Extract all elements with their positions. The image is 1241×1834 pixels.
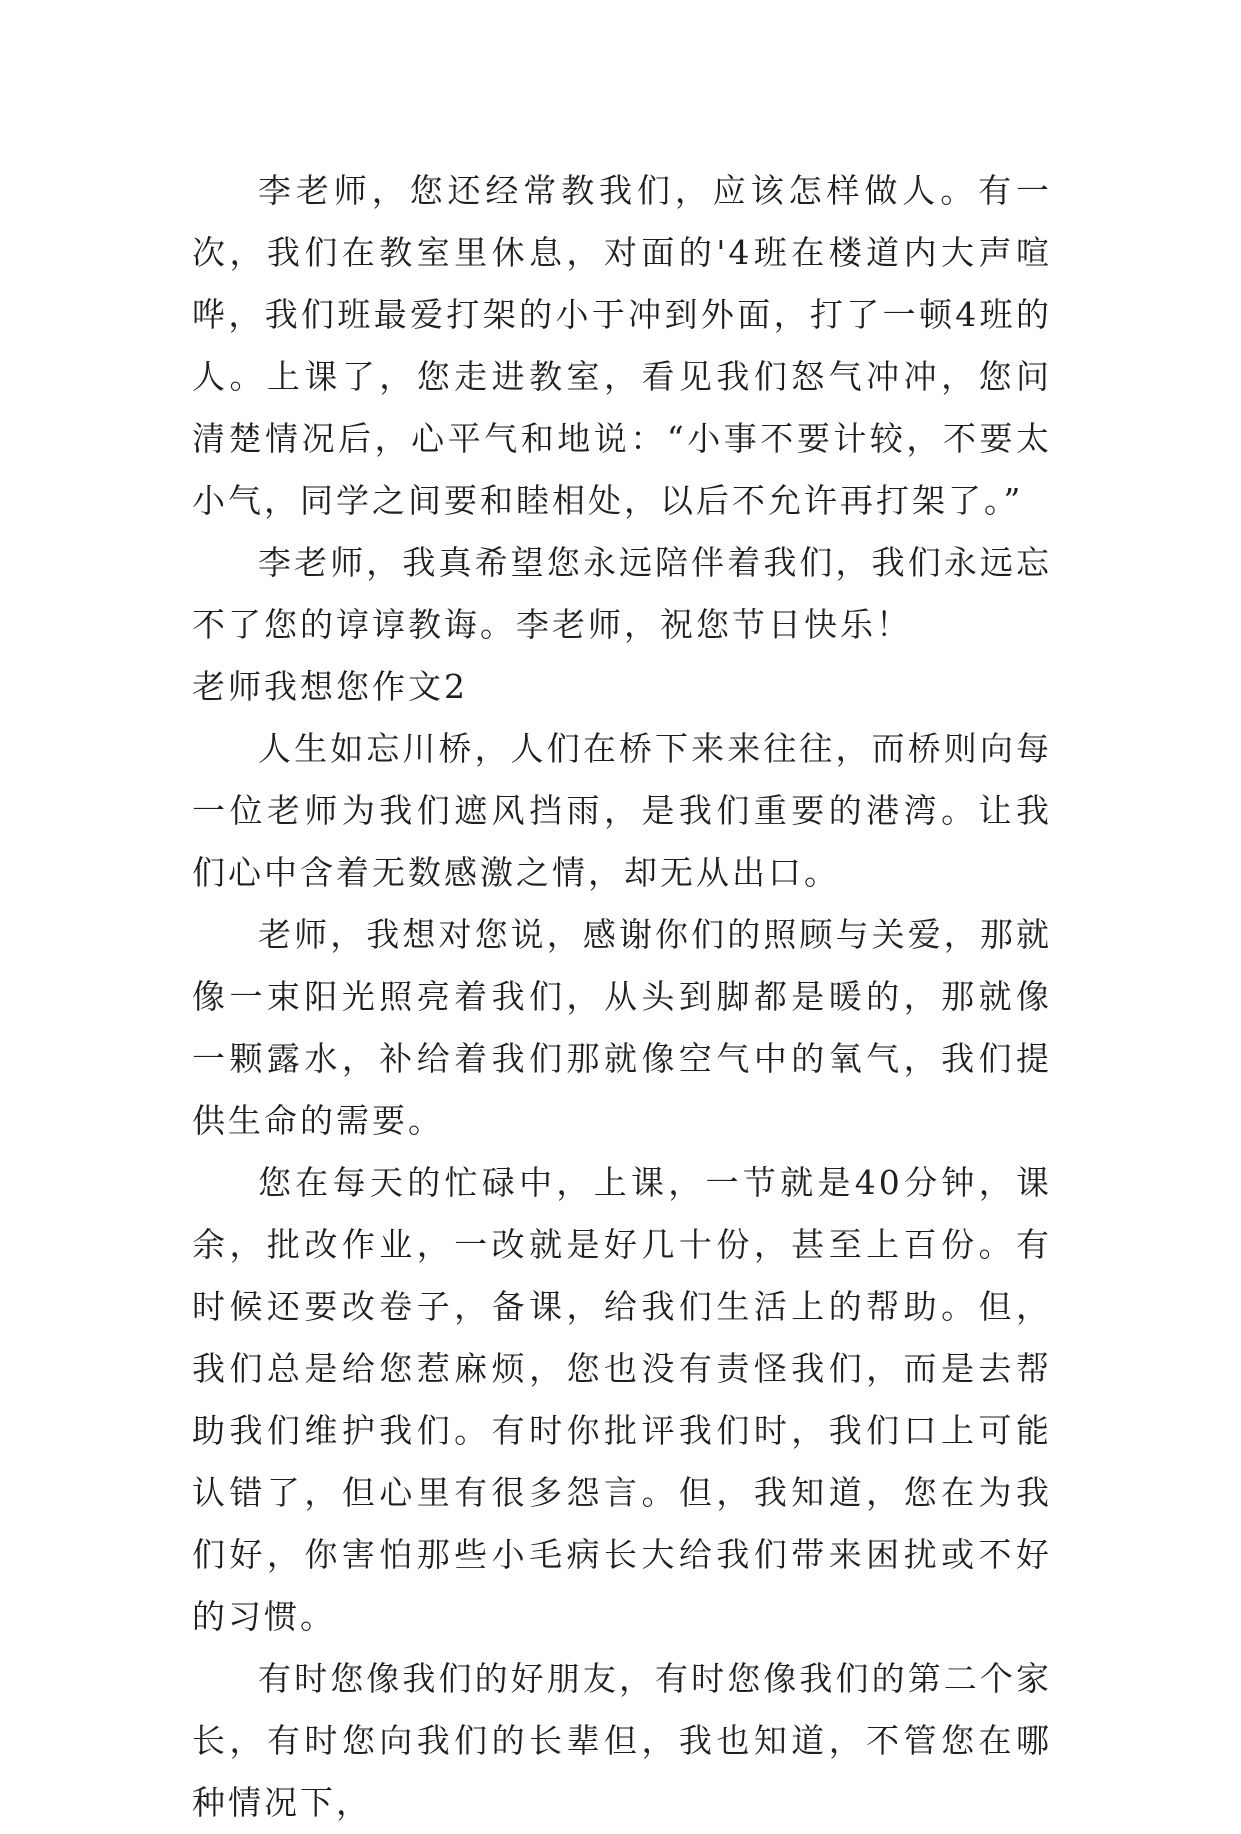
paragraph-busy-day: 您在每天的忙碌中，上课，一节就是40分钟，课余，批改作业，一改就是好几十份，甚至上百份。有时候还要改卷子，备课，给我们生活上的帮助。但，我们总是给您惹麻烦，您也没有责怪我们，而是去帮助我们维护我们。有时你批评我们时，我们口上可能认错了，但心里有很多怨言。但，我知道，您在为我们好，你害怕那些小毛病长大给我们带来困扰或不好的习惯。 — [192, 1163, 1052, 1636]
paragraph-friend-parent: 有时您像我们的好朋友，有时您像我们的第二个家长，有时您向我们的长辈但，我也知道，不管您在哪种情况下， — [192, 1659, 1052, 1822]
document-body — [192, 160, 1052, 1834]
paragraph-teacher-li-wish: 李老师，我真希望您永远陪伴着我们，我们永远忘不了您的谆谆教诲。李老师，祝您节日快乐！ — [192, 543, 1052, 644]
section-title: 老师我想您作文2 — [192, 667, 468, 706]
paragraph-teacher-li-lesson: 李老师，您还经常教我们，应该怎样做人。有一次，我们在教室里休息，对面的'4班在楼道内大声喧哗，我们班最爱打架的小于冲到外面，打了一顿4班的人。上课了，您走进教室，看见我们怒气冲冲，您问清楚情况后，心平气和地说：“小事不要计较，不要太小气，同学之间要和睦相处，以后不允许再打架了。” — [192, 171, 1052, 520]
paragraph-bridge: 人生如忘川桥，人们在桥下来来往往，而桥则向每一位老师为我们遮风挡雨，是我们重要的港湾。让我们心中含着无数感激之情，却无从出口。 — [192, 729, 1052, 892]
paragraph-thanks: 老师，我想对您说，感谢你们的照顾与关爱，那就像一束阳光照亮着我们，从头到脚都是暖的，那就像一颗露水，补给着我们那就像空气中的氧气，我们提供生命的需要。 — [192, 915, 1052, 1140]
